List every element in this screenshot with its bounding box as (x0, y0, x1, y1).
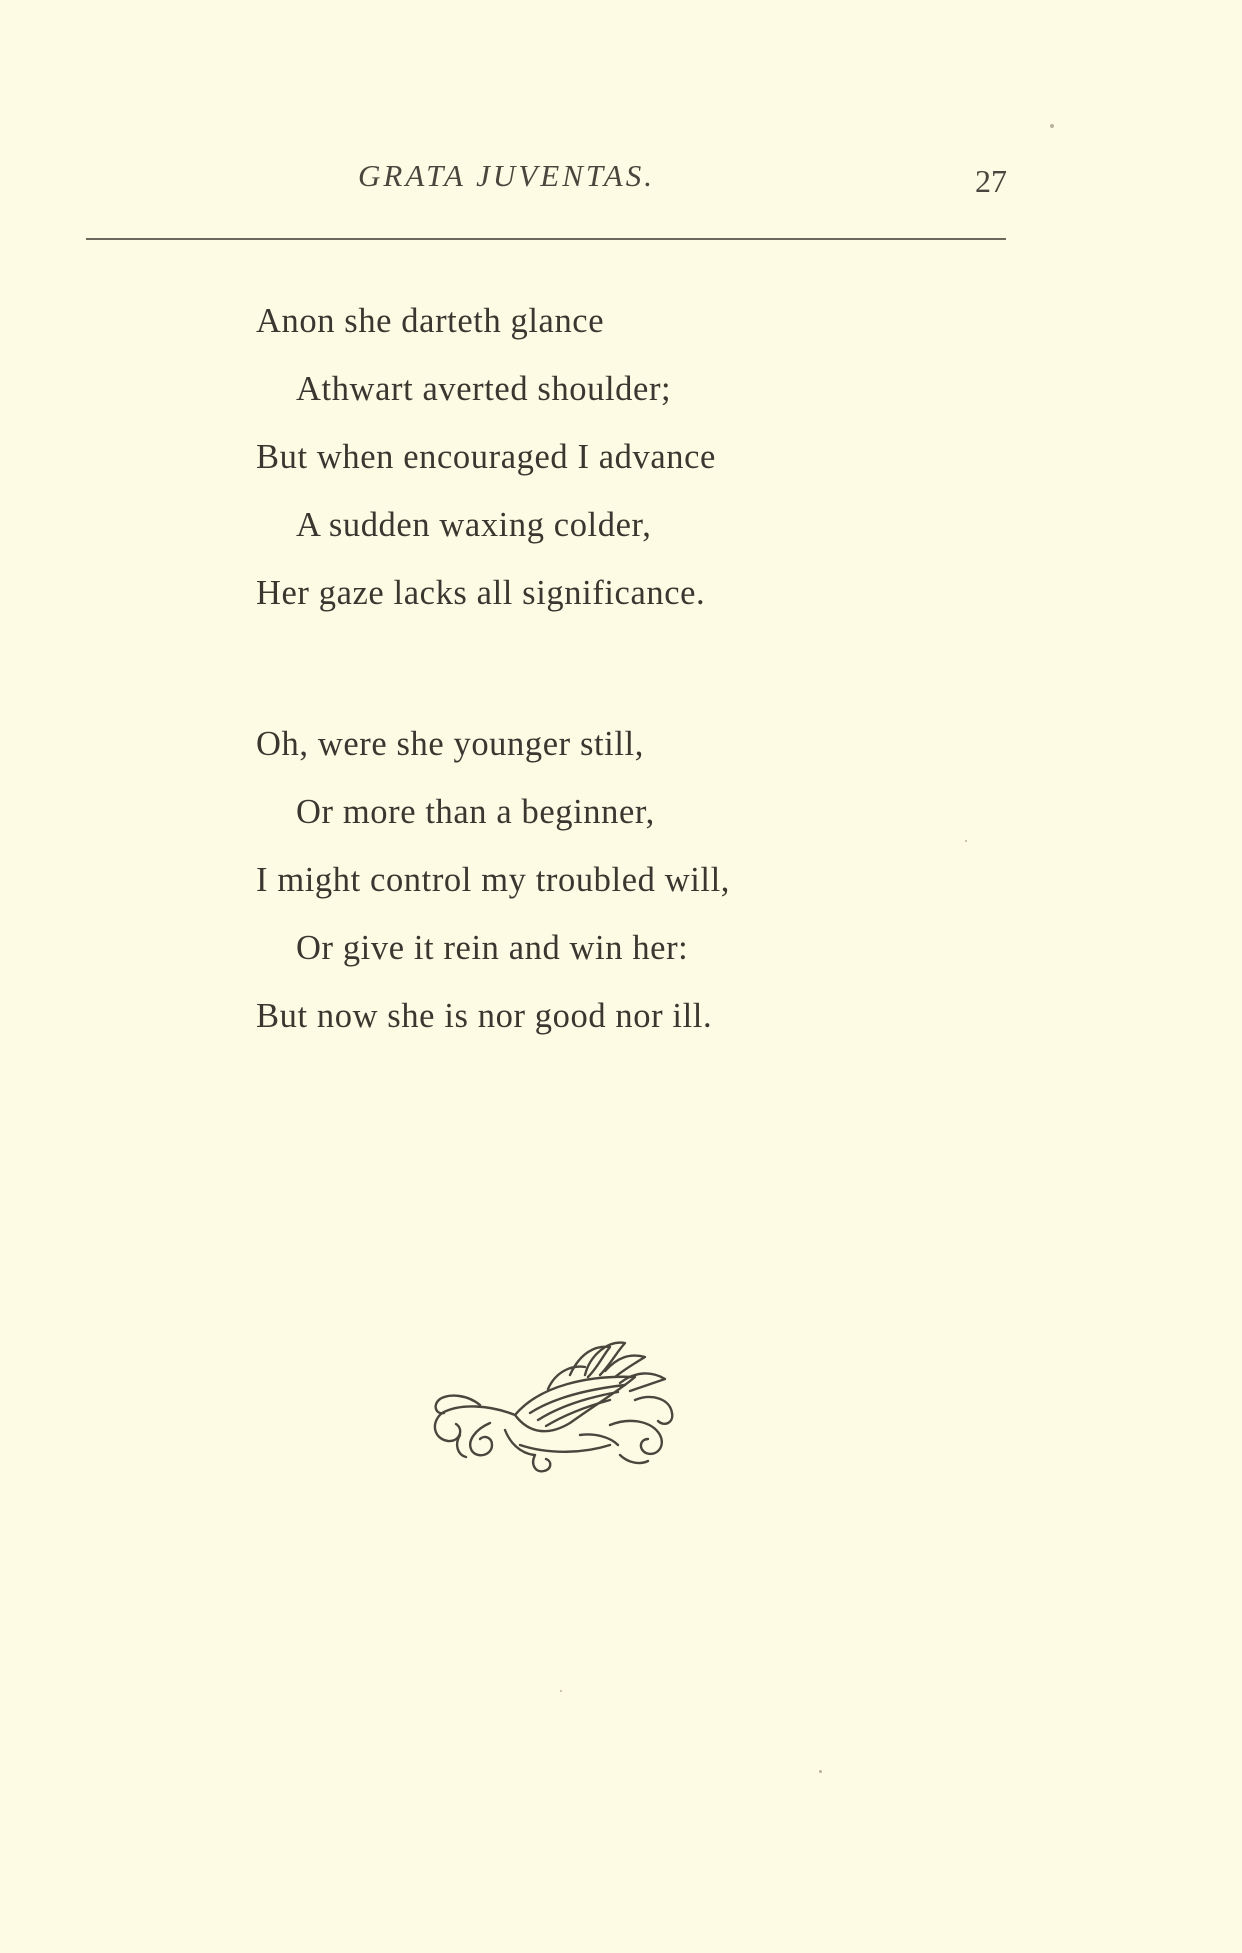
stanza-2 (256, 710, 730, 1050)
poem-line: Anon she darteth glance (256, 302, 605, 340)
poem-line: Or give it rein and win her: (296, 929, 689, 967)
paper-speck (965, 840, 967, 842)
poem-line: Her gaze lacks all significance. (256, 574, 706, 612)
paper-speck (560, 1690, 562, 1692)
poem-line: But now she is nor good nor ill. (256, 997, 713, 1035)
header-rule (86, 238, 1006, 240)
paper-speck (819, 1770, 822, 1773)
poem-line: Or more than a beginner, (296, 793, 655, 831)
poem-line: A sudden waxing colder, (296, 506, 652, 544)
page-number: 27 (975, 163, 1007, 199)
poem-line: I might control my troubled will, (256, 861, 730, 899)
stanza-1 (256, 287, 716, 627)
poem-line: Oh, were she younger still, (256, 725, 644, 763)
paper-speck (1050, 124, 1054, 128)
running-title: GRATA JUVENTAS. (358, 158, 655, 193)
poem-line: Athwart averted shoulder; (296, 370, 672, 408)
poem-line: But when encouraged I advance (256, 438, 716, 476)
floral-tailpiece-ornament-icon (420, 1305, 690, 1475)
